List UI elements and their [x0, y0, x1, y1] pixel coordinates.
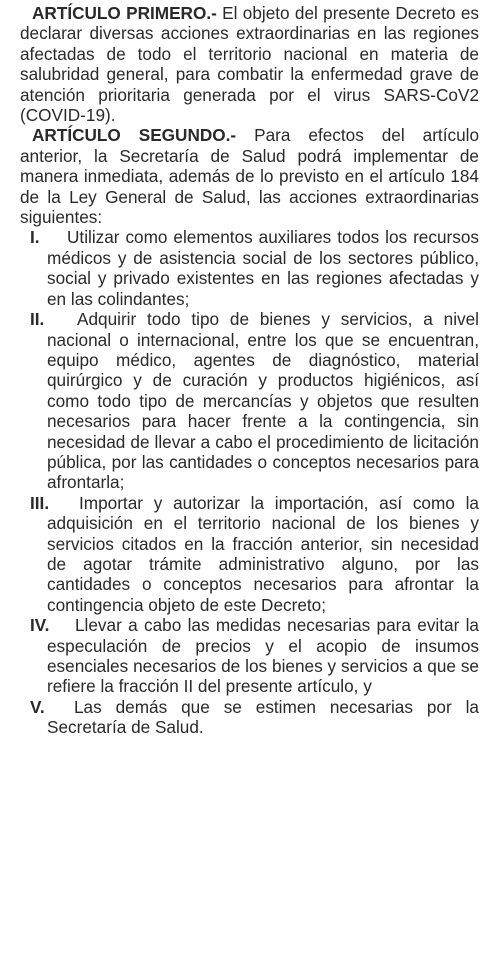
fraccion-iii [20, 493, 479, 615]
fraccion-v [20, 697, 479, 738]
fraccion-text: Importar y autorizar la importación, así como la adquisición en el territorio nacional de los bienes y servicios citados en la fracción anterior, sin necesidad de agotar trámite administrativo alguno, por las cantidades o conceptos necesarios para afrontar la contingencia objeto de este Decreto; [47, 492, 479, 615]
fraccion-text: Utilizar como elementos auxiliares todos los recursos médicos y de asistencia social de los sectores público, social y privado existentes en las regiones afectadas y en las colindantes; [47, 227, 479, 309]
articulo-segundo [20, 125, 479, 227]
fraccion-text: Las demás que se estimen necesarias por la Secretaría de Salud. [47, 696, 479, 738]
fraccion-i [20, 227, 479, 309]
fraccion-number: II. [30, 309, 45, 330]
articulo-segundo-text: Para efectos del artículo anterior, la Secretaría de Salud podrá implementar de manera inmediata, además de lo previsto en el artículo 184 de la Ley General de Salud, las acciones extraordinarias siguientes: [20, 125, 480, 228]
fraccion-number: III. [30, 492, 50, 513]
fraccion-number: I. [30, 227, 40, 248]
articulo-primero-text: El objeto del presente Decreto es declarar diversas acciones extraordinarias en las regiones afectadas de todo el territorio nacional en materia de salubridad general, para combatir la enfermedad grave de atención prioritaria generada por el virus SARS-CoV2 (COVID-19). [20, 3, 480, 126]
fraccion-iv [20, 615, 479, 697]
fraccion-text: Adquirir todo tipo de bienes y servicios, a nivel nacional o internacional, entre los que se encuentran, equipo médico, agentes de diagnóstico, material quirúrgico y de curación y productos higiénicos, así como todo tipo de mercancías y objetos que resulten necesarios para hacer frente a la contingencia, sin necesidad de llevar a cabo el procedimiento de licitación pública, por las cantidades o conceptos necesarios para afrontarla; [47, 309, 479, 493]
fraccion-text: Llevar a cabo las medidas necesarias para evitar la especulación de precios y el acopio de insumos esenciales necesarios de los bienes y servicios a que se refiere la fracción II del presente artículo, y [47, 615, 479, 697]
fraccion-number: IV. [30, 615, 50, 636]
articulo-segundo-heading: ARTÍCULO SEGUNDO.- [32, 125, 237, 146]
articulo-primero [20, 3, 479, 125]
fraccion-ii [20, 309, 479, 493]
articulo-primero-heading: ARTÍCULO PRIMERO.- [32, 3, 217, 23]
fraccion-number: V. [30, 696, 45, 717]
fracciones-list [20, 227, 479, 737]
